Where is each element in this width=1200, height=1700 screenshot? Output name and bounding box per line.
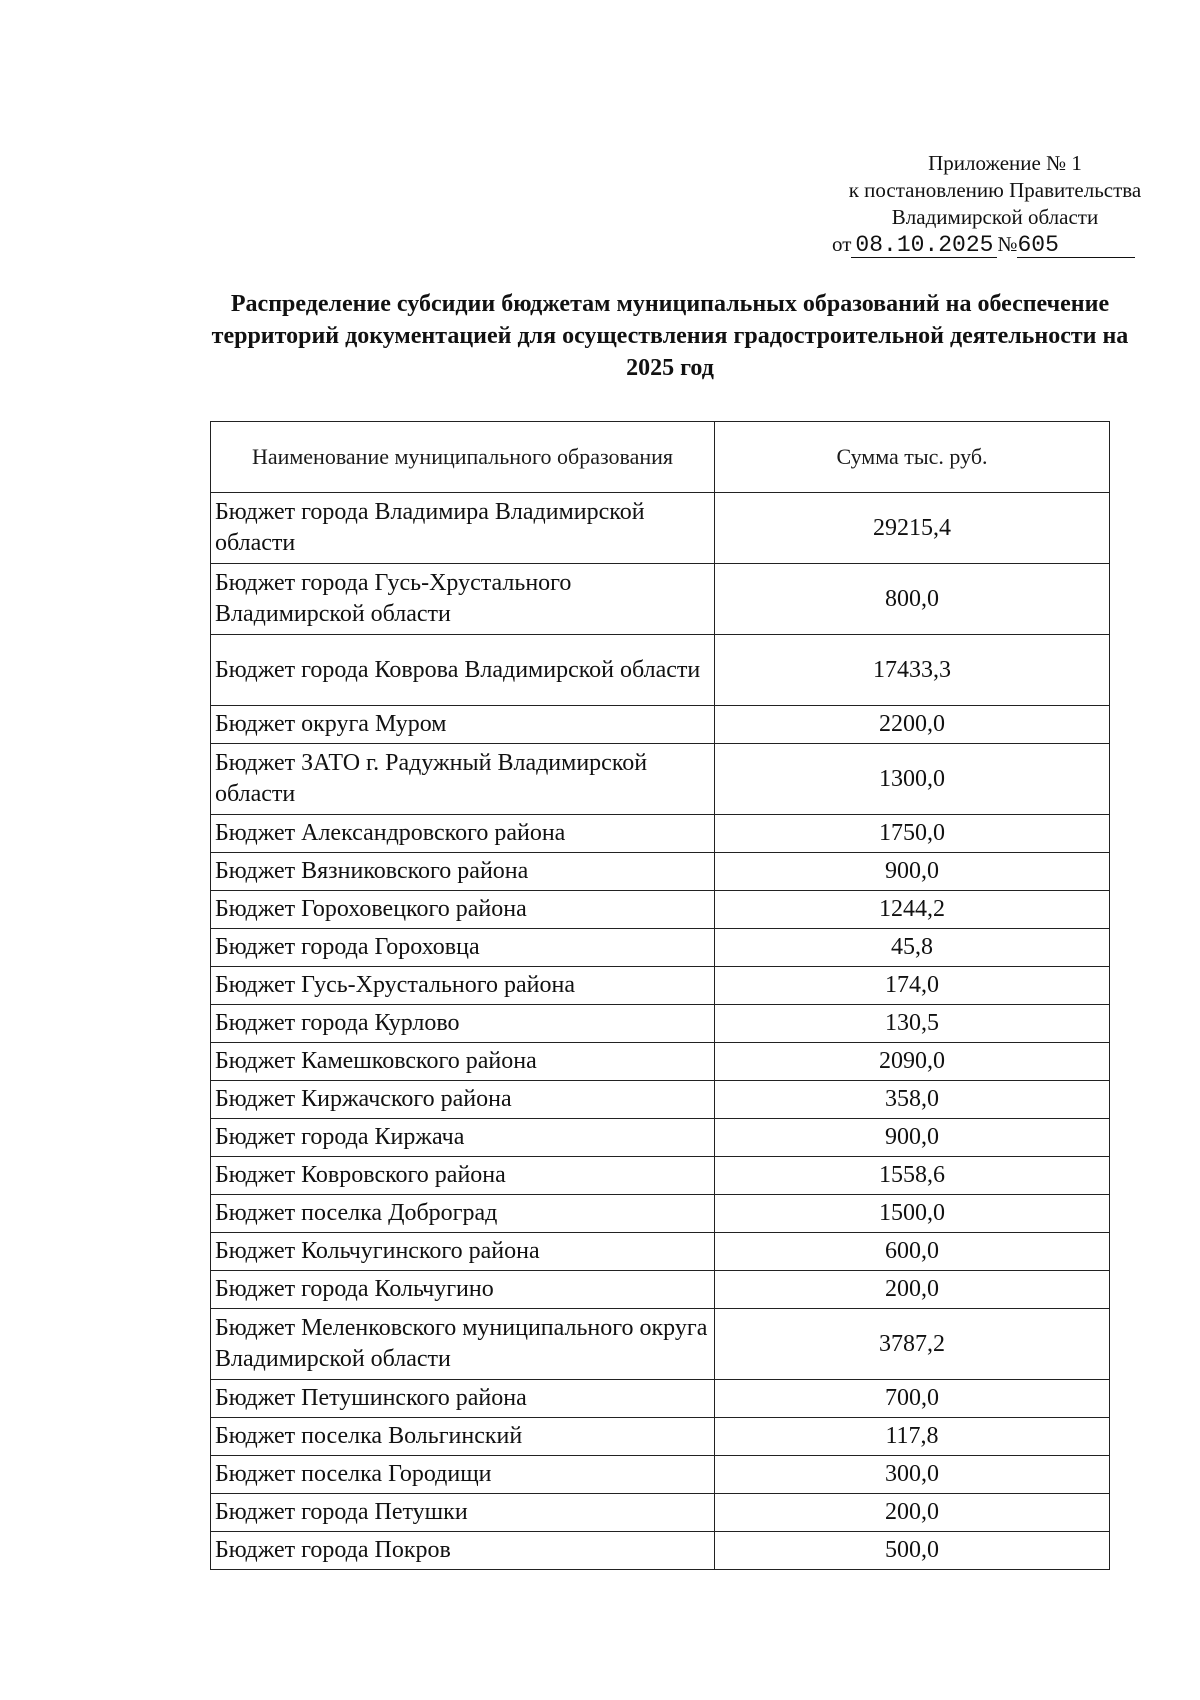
row-amount: 130,5: [715, 1005, 1110, 1043]
appendix-block: [820, 150, 1170, 258]
table-row: [211, 1418, 1110, 1456]
appendix-region-line: Владимирской области: [891, 205, 1099, 229]
row-amount: 1750,0: [715, 815, 1110, 853]
row-amount: 200,0: [715, 1494, 1110, 1532]
appendix-date-line: [820, 231, 1170, 258]
row-name: Бюджет города Коврова Владимирской области: [211, 635, 715, 706]
row-amount: 700,0: [715, 1380, 1110, 1418]
table-row: [211, 706, 1110, 744]
table-row: [211, 1043, 1110, 1081]
table-row: [211, 1380, 1110, 1418]
number-prefix: №: [997, 232, 1018, 256]
row-name: Бюджет ЗАТО г. Радужный Владимирской области: [211, 744, 715, 815]
row-name: Бюджет города Гороховца: [211, 929, 715, 967]
row-amount: 900,0: [715, 853, 1110, 891]
row-name: Бюджет города Гусь-Хрустального Владимирской области: [211, 564, 715, 635]
table-row: [211, 1532, 1110, 1570]
table-row: [211, 1157, 1110, 1195]
row-name: Бюджет Киржачского района: [211, 1081, 715, 1119]
table-row: [211, 744, 1110, 815]
row-name: Бюджет Александровского района: [211, 815, 715, 853]
row-amount: 45,8: [715, 929, 1110, 967]
row-amount: 174,0: [715, 967, 1110, 1005]
row-name: Бюджет поселка Городищи: [211, 1456, 715, 1494]
table-row: [211, 891, 1110, 929]
row-name: Бюджет Гороховецкого района: [211, 891, 715, 929]
table-row: [211, 493, 1110, 564]
table-row: [211, 635, 1110, 706]
row-amount: 2200,0: [715, 706, 1110, 744]
table-row: [211, 1233, 1110, 1271]
date-prefix: от: [832, 232, 852, 256]
row-name: Бюджет города Владимира Владимирской области: [211, 493, 715, 564]
row-amount: 1244,2: [715, 891, 1110, 929]
row-amount: 2090,0: [715, 1043, 1110, 1081]
decree-date: 08.10.2025: [851, 233, 997, 258]
table-row: [211, 1456, 1110, 1494]
decree-number: 605: [1017, 233, 1135, 258]
table-row: [211, 1309, 1110, 1380]
row-amount: 1558,6: [715, 1157, 1110, 1195]
row-name: Бюджет поселка Вольгинский: [211, 1418, 715, 1456]
row-amount: 600,0: [715, 1233, 1110, 1271]
table-row: [211, 967, 1110, 1005]
row-name: Бюджет города Кольчугино: [211, 1271, 715, 1309]
table-body: [211, 493, 1110, 1570]
table-row: [211, 1195, 1110, 1233]
subsidy-table: [210, 421, 1110, 1570]
row-name: Бюджет Кольчугинского района: [211, 1233, 715, 1271]
row-amount: 300,0: [715, 1456, 1110, 1494]
table-row: [211, 1271, 1110, 1309]
row-amount: 1300,0: [715, 744, 1110, 815]
row-name: Бюджет Меленковского муниципального округа Владимирской области: [211, 1309, 715, 1380]
table-row: [211, 1081, 1110, 1119]
table-row: [211, 853, 1110, 891]
table-row: [211, 1494, 1110, 1532]
row-amount: 29215,4: [715, 493, 1110, 564]
row-name: Бюджет поселка Доброград: [211, 1195, 715, 1233]
row-name: Бюджет округа Муром: [211, 706, 715, 744]
table-row: [211, 815, 1110, 853]
row-name: Бюджет города Покров: [211, 1532, 715, 1570]
row-amount: 117,8: [715, 1418, 1110, 1456]
table-row: [211, 929, 1110, 967]
row-name: Бюджет города Петушки: [211, 1494, 715, 1532]
row-name: Бюджет города Киржача: [211, 1119, 715, 1157]
row-name: Бюджет города Курлово: [211, 1005, 715, 1043]
appendix-title: Приложение № 1: [928, 151, 1082, 175]
table-row: [211, 564, 1110, 635]
row-amount: 800,0: [715, 564, 1110, 635]
header-name: Наименование муниципального образования: [211, 422, 715, 493]
document-title: Распределение субсидии бюджетам муниципальных образований на обеспечение территорий документацией для осуществления градостроительной деятельности на 2025 год: [211, 291, 1129, 381]
table-row: [211, 1119, 1110, 1157]
row-amount: 17433,3: [715, 635, 1110, 706]
row-amount: 200,0: [715, 1271, 1110, 1309]
appendix-decree-line: к постановлению Правительства: [848, 178, 1142, 202]
row-amount: 3787,2: [715, 1309, 1110, 1380]
table-header-row: [211, 422, 1110, 493]
row-name: Бюджет Ковровского района: [211, 1157, 715, 1195]
row-name: Бюджет Гусь-Хрустального района: [211, 967, 715, 1005]
header-amount: Сумма тыс. руб.: [715, 422, 1110, 493]
row-amount: 1500,0: [715, 1195, 1110, 1233]
table-row: [211, 1005, 1110, 1043]
row-amount: 358,0: [715, 1081, 1110, 1119]
row-amount: 900,0: [715, 1119, 1110, 1157]
row-amount: 500,0: [715, 1532, 1110, 1570]
row-name: Бюджет Камешковского района: [211, 1043, 715, 1081]
row-name: Бюджет Петушинского района: [211, 1380, 715, 1418]
row-name: Бюджет Вязниковского района: [211, 853, 715, 891]
